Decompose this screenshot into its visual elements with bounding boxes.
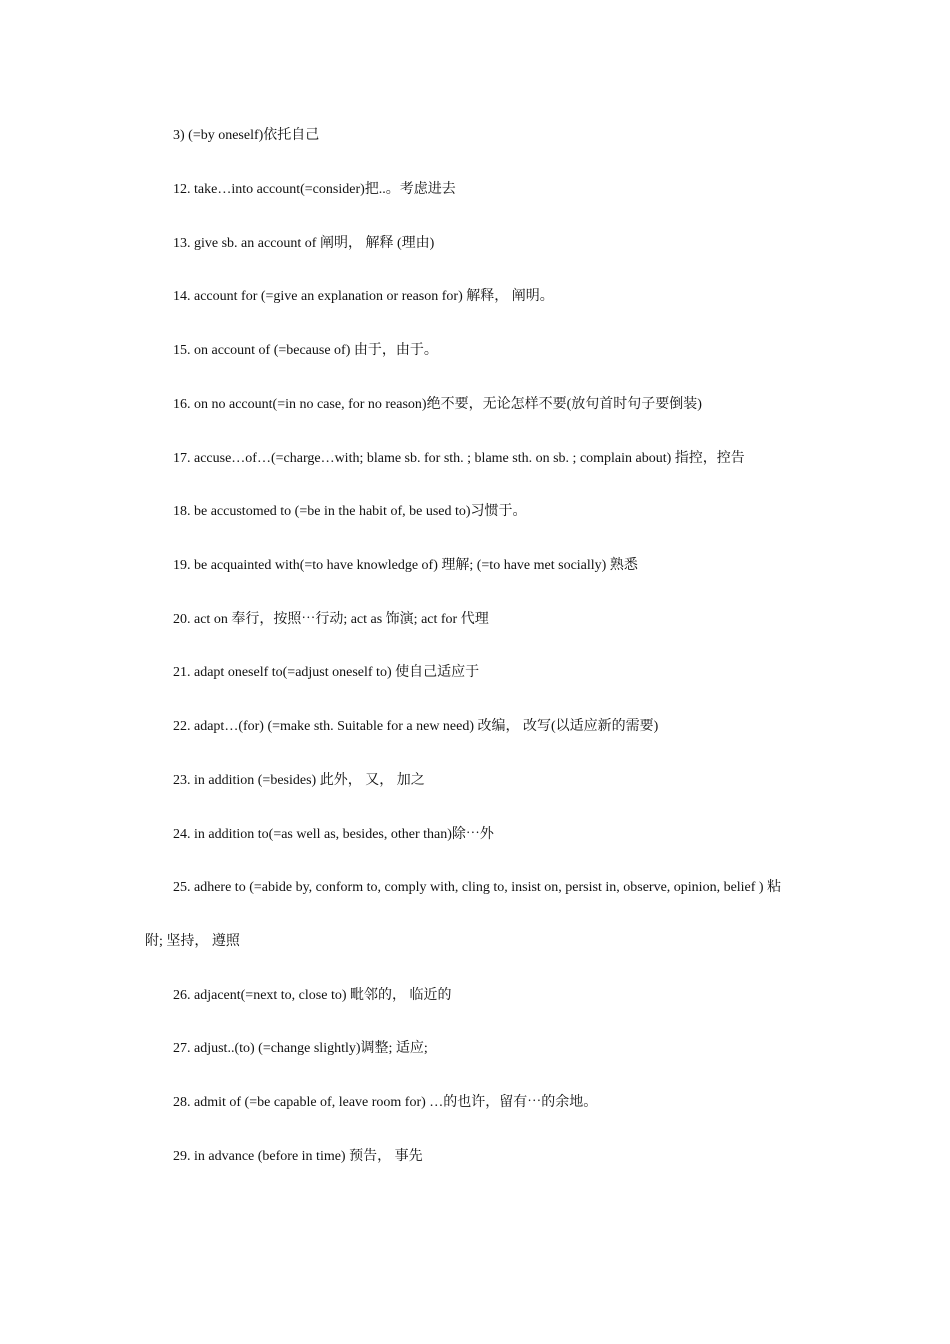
entry-line: 16. on no account(=in no case, for no reason)绝不要，无论怎样不要(放句首时句子要倒装) <box>173 397 702 412</box>
entry-line: 19. be acquainted with(=to have knowledge of) 理解; (=to have met socially) 熟悉 <box>173 558 638 573</box>
entry-line: 3) (=by oneself)依托自己 <box>173 128 320 143</box>
entry-line: 13. give sb. an account of 阐明， 解释 (理由) <box>173 236 435 251</box>
entry-line: 25. adhere to (=abide by, conform to, comply with, cling to, insist on, persist in, observe, opinion, belief ) 粘 <box>173 880 782 895</box>
entry-line: 24. in addition to(=as well as, besides, other than)除⋯外 <box>173 827 494 842</box>
entry-line: 26. adjacent(=next to, close to) 毗邻的， 临近的 <box>173 988 452 1003</box>
entry-line: 21. adapt oneself to(=adjust oneself to) 使自己适应于 <box>173 665 480 680</box>
entry-line: 18. be accustomed to (=be in the habit of, be used to)习惯于。 <box>173 504 527 519</box>
entry-line: 22. adapt…(for) (=make sth. Suitable for a new need) 改编， 改写(以适应新的需要) <box>173 719 659 734</box>
entry-line: 23. in addition (=besides) 此外， 又， 加之 <box>173 773 425 788</box>
entry-line: 20. act on 奉行，按照⋯行动; act as 饰演; act for 代理 <box>173 612 489 627</box>
entry-line: 12. take…into account(=consider)把..。考虑进去 <box>173 182 456 197</box>
entry-line: 14. account for (=give an explanation or reason for) 解释， 阐明。 <box>173 289 554 304</box>
entry-line: 15. on account of (=because of) 由于，由于。 <box>173 343 438 358</box>
entry-line-continuation: 附; 坚持， 遵照 <box>145 934 240 949</box>
entry-line: 27. adjust..(to) (=change slightly)调整; 适应; <box>173 1041 428 1056</box>
entry-line: 29. in advance (before in time) 预告， 事先 <box>173 1149 423 1164</box>
entry-line: 17. accuse…of…(=charge…with; blame sb. for sth. ; blame sth. on sb. ; complain about) 指控，控告 <box>173 451 745 466</box>
entry-line: 28. admit of (=be capable of, leave room for) …的也许，留有⋯的余地。 <box>173 1095 598 1110</box>
